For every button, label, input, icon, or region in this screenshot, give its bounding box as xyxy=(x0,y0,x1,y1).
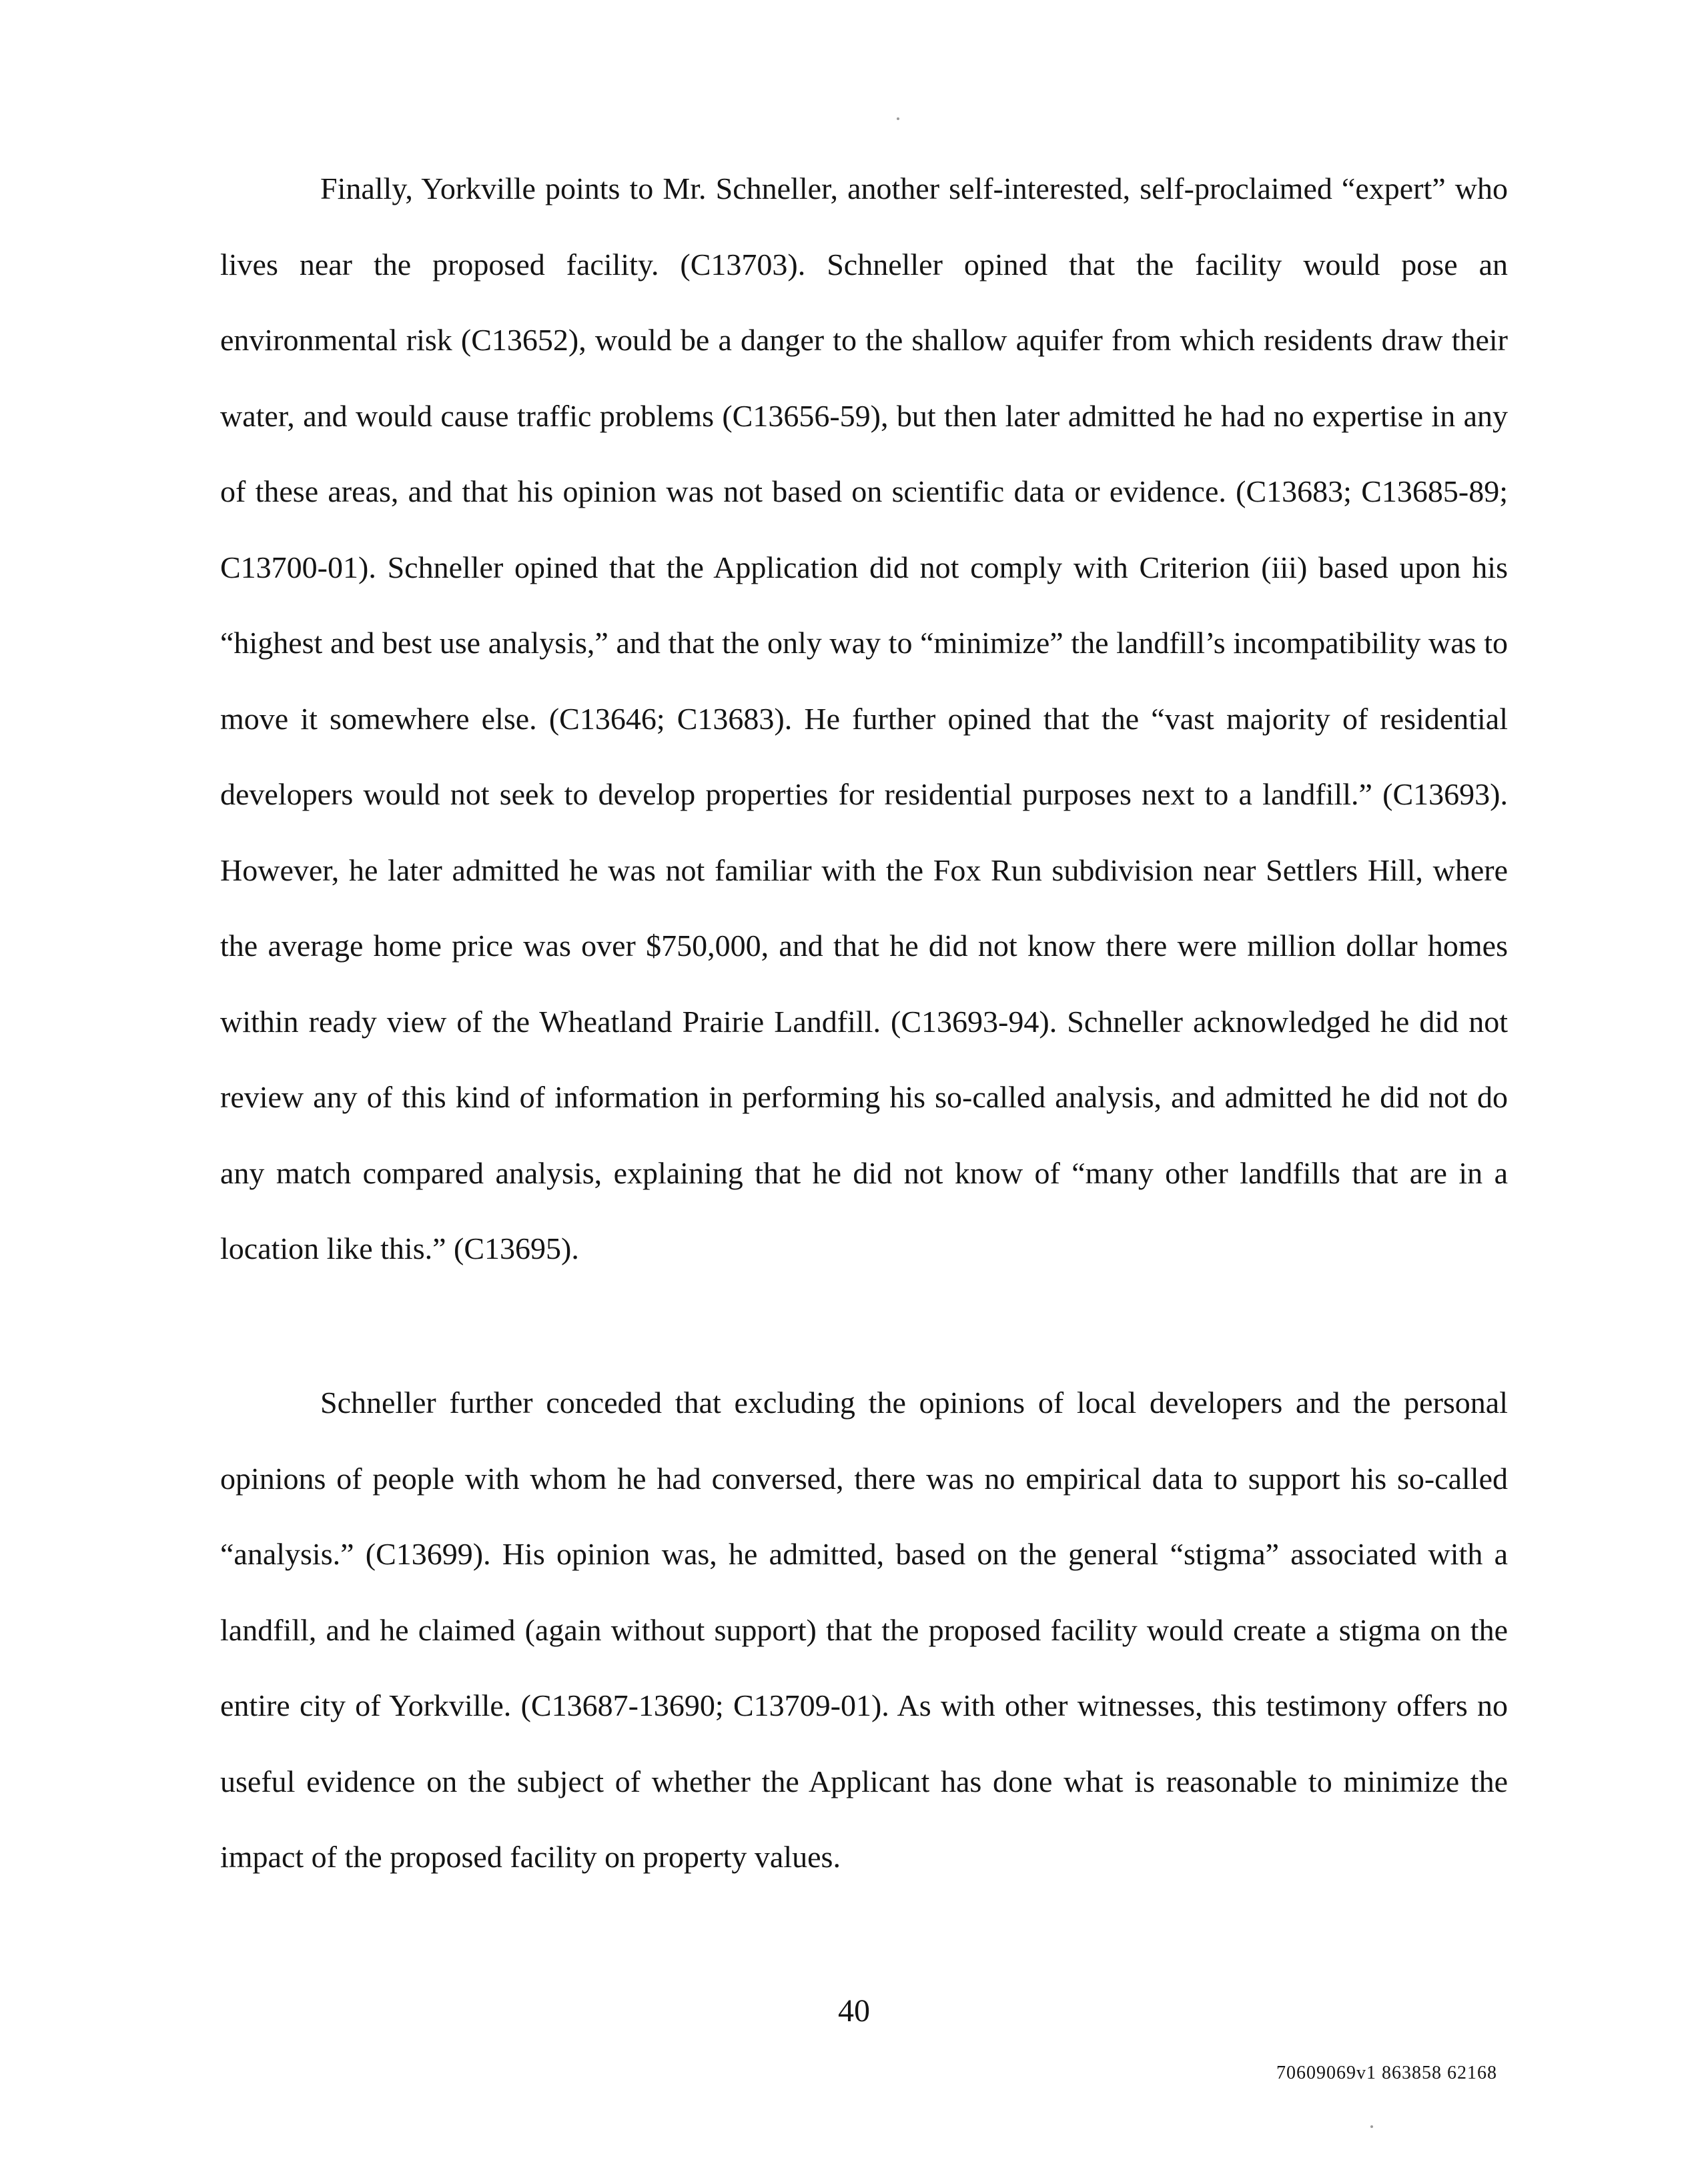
scan-speck xyxy=(897,117,899,120)
page-number: 40 xyxy=(838,1993,870,2029)
document-id: 70609069v1 863858 62168 xyxy=(1276,2063,1497,2083)
body-paragraph-1: Finally, Yorkville points to Mr. Schneller, another self-interested, self-proclaimed “expert” who lives near the proposed facility. (C13703). Schneller opined that the facility would pose an environmental risk (C13652), would be a danger to the shallow aquifer from which residents draw their water, and would cause traffic problems (C13656-59), but then later admitted he had no expertise in any of these areas, and that his opinion was not based on scientific data or evidence. (C13683; C13685-89; C13700-01). Schneller opined that the Application did not comply with Criterion (iii) based upon his “highest and best use analysis,” and that the only way to “minimize” the landfill’s incompatibility was to move it somewhere else. (C13646; C13683). He further opined that the “vast majority of residential developers would not seek to develop properties for residential purposes next to a landfill.” (C13693). However, he later admitted he was not familiar with the Fox Run subdivision near Settlers Hill, where the average home price was over $750,000, and that he did not know there were million dollar homes within ready view of the Wheatland Prairie Landfill. (C13693-94). Schneller acknowledged he did not review any of this kind of information in performing his so-called analysis, and admitted he did not do any match compared analysis, explaining that he did not know of “many other landfills that are in a location like this.” (C13695). xyxy=(220,171,1508,1265)
scan-speck xyxy=(1370,2125,1373,2128)
body-paragraph-2: Schneller further conceded that excluding the opinions of local developers and the personal opinions of people with whom he had conversed, there was no empirical data to support his so-called “analysis.” (C13699). His opinion was, he admitted, based on the general “stigma” associated with a landfill, and he claimed (again without support) that the proposed facility would create a stigma on the entire city of Yorkville. (C13687-13690; C13709-01). As with other witnesses, this testimony offers no useful evidence on the subject of whether the Applicant has done what is reasonable to minimize the impact of the proposed facility on property values. xyxy=(220,1386,1508,1874)
